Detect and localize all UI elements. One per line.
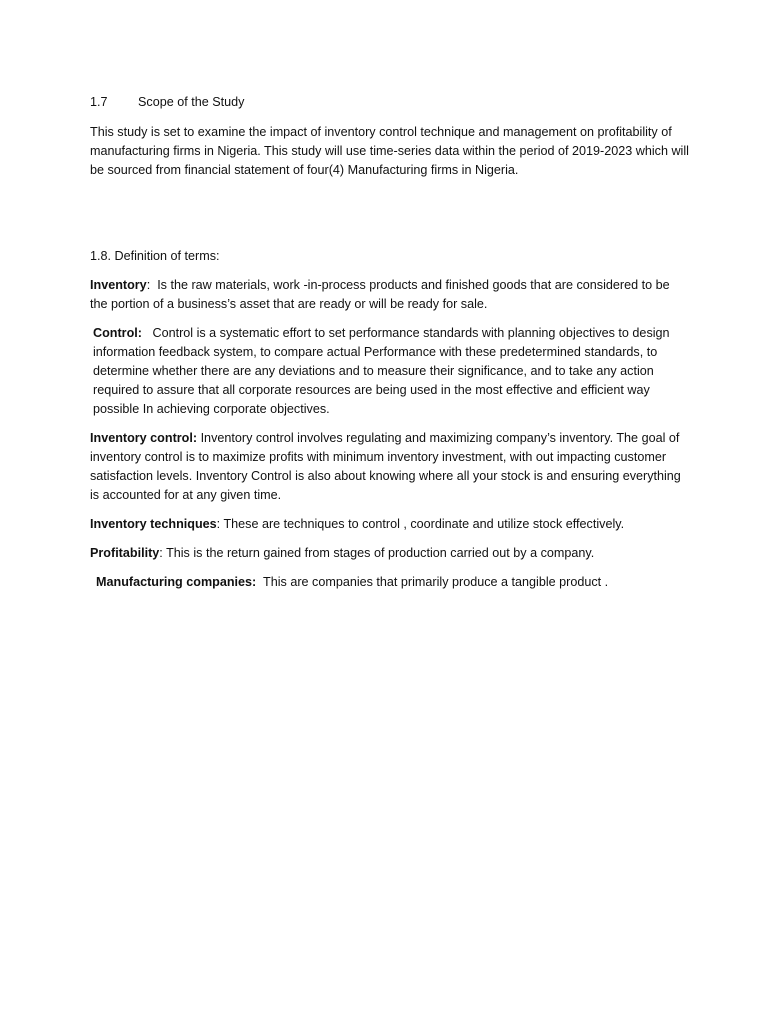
section-number: 1.7 xyxy=(90,95,108,109)
definition-profitability xyxy=(90,544,690,563)
scope-paragraph: This study is set to examine the impact of inventory control technique and management on profitability of manufacturing firms in Nigeria. This study will use time-series data within the period of 2019-2023 which will be sourced from financial statement of four(4) Manufacturing firms in Nigeria. xyxy=(90,125,689,177)
section-heading-definitions: 1.8. Definition of terms: xyxy=(90,249,220,263)
definition-control xyxy=(90,324,690,419)
term-definition: Inventory control involves regulating and maximizing company’s inventory. The goal of inventory control is to maximize profits with minimum inventory investment, with out impacting customer satisfaction levels. Inventory Control is also about knowing where all your stock is and ensuring everything is accounted for at any given time. xyxy=(90,431,681,502)
term-definition: This are companies that primarily produce a tangible product . xyxy=(263,575,609,589)
term-label: Control: xyxy=(93,326,142,340)
term-label: Inventory control: xyxy=(90,431,198,445)
term-label: Profitability xyxy=(90,546,160,560)
term-label: Inventory techniques xyxy=(90,517,217,531)
definition-inventory-techniques xyxy=(90,515,690,534)
term-separator xyxy=(142,326,153,340)
section-heading-scope xyxy=(90,93,690,112)
term-separator: : xyxy=(159,546,167,560)
term-label: Inventory xyxy=(90,278,147,292)
spacer xyxy=(90,190,690,247)
term-definition: Control is a systematic effort to set performance standards with planning objectives to design information feedback system, to compare actual Performance with these predetermined standards, to determine whether there are any deviations and to measure their significance, and to take any action required to assure that all corporate resources are being used in the most effective and efficient way possible In achieving corporate objectives. xyxy=(93,326,670,416)
section-title: Scope of the Study xyxy=(138,95,245,109)
definition-inventory xyxy=(90,276,690,314)
term-definition: This is the return gained from stages of production carried out by a company. xyxy=(166,546,595,560)
term-separator xyxy=(256,575,263,589)
definition-manufacturing-companies xyxy=(90,573,690,592)
term-definition: Is the raw materials, work -in-process products and finished goods that are considered to be the portion of a business’s asset that are ready or will be ready for sale. xyxy=(90,278,670,311)
term-label: Manufacturing companies: xyxy=(96,575,257,589)
term-definition: These are techniques to control , coordinate and utilize stock effectively. xyxy=(223,517,625,531)
term-separator: : xyxy=(146,278,158,292)
definition-inventory-control xyxy=(90,429,690,505)
term-separator: : xyxy=(216,517,224,531)
document-page xyxy=(90,93,690,602)
